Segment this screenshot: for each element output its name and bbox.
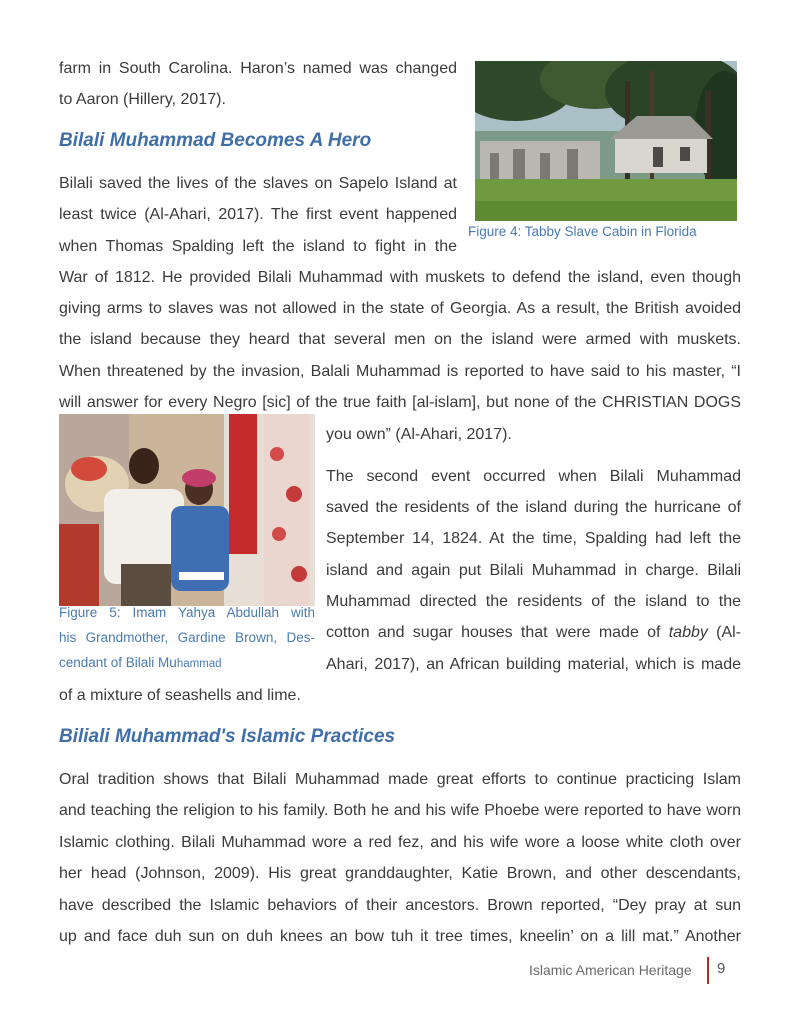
body-text-line: and teaching the religion to his family. Both he and his wife Phoebe were reported to have worn (59, 802, 741, 819)
caption-run: cendant of Bilali Mu (59, 655, 177, 670)
body-text-line: Islamic clothing. Bilali Muhammad wore a red fez, and his wife wore a loose white cloth over (59, 834, 741, 851)
body-text-line: her head (Johnson, 2009). His great granddaughter, Katie Brown, and other descendants, (59, 865, 741, 882)
body-text-line: up and face duh sun on duh knees an bow tuh it tree times, kneelin’ on a lill mat.” Another (59, 928, 741, 945)
body-text-line: When threatened by the invasion, Balali Muhammad is reported to have said to his master, “I (59, 363, 741, 380)
body-text-line: to Aaron (Hillery, 2017). (59, 91, 226, 108)
body-text-line: island and again put Bilali Muhammad in charge. Bilali (326, 562, 741, 579)
body-text-line: Bilali saved the lives of the slaves on Sapelo Island at (59, 175, 457, 192)
footer-divider (707, 957, 709, 984)
body-text-line: Oral tradition shows that Bilali Muhammad made great efforts to continue practicing Islam (59, 771, 741, 788)
text-run: (Al- (707, 624, 742, 641)
body-text-line (326, 623, 741, 643)
body-text-line: The second event occurred when Bilali Muhammad (326, 468, 741, 485)
figure-5-photo (59, 414, 315, 606)
body-text-line: the island because they heard that several men on the island were armed with muskets. (59, 331, 741, 348)
italic-term: tabby (668, 624, 708, 641)
body-text-line: Ahari, 2017), an African building material, which is made (326, 656, 741, 673)
body-text-line: Muhammad directed the residents of the island to the (326, 593, 741, 610)
body-text-line: saved the residents of the island during the hurricane of (326, 499, 741, 516)
body-text-line: when Thomas Spalding left the island to fight in the (59, 238, 457, 255)
section-heading: Biliali Muhammad's Islamic Practices (59, 726, 396, 747)
body-text-line: have described the Islamic behaviors of their ancestors. Brown reported, “Dey pray at sun (59, 897, 741, 914)
body-text-line: you own” (Al-Ahari, 2017). (326, 426, 512, 443)
footer-title: Islamic American Heritage (529, 962, 692, 978)
body-text-line: of a mixture of seashells and lime. (59, 687, 301, 704)
body-text-line: War of 1812. He provided Bilali Muhammad with muskets to defend the island, even though (59, 269, 741, 286)
body-text-line: least twice (Al-Ahari, 2017). The first event happened (59, 206, 457, 223)
figure-5-caption-line: Figure 5: Imam Yahya Abdullah with (59, 605, 315, 620)
body-text-line: September 14, 1824. At the time, Spalding had left the (326, 530, 741, 547)
caption-run: hammad (176, 658, 222, 670)
body-text-line: giving arms to slaves was not allowed in the state of Georgia. As a result, the British avoided (59, 300, 741, 317)
page-number: 9 (717, 960, 726, 977)
figure-4-caption: Figure 4: Tabby Slave Cabin in Florida (468, 224, 697, 239)
figure-4-photo (475, 61, 737, 221)
body-text-line: will answer for every Negro [sic] of the true faith [al-islam], but none of the CHRISTIAN DOGS (59, 394, 741, 411)
figure-5-caption-line (59, 654, 222, 673)
text-run: cotton and sugar houses that were made of (326, 624, 669, 641)
section-heading: Bilali Muhammad Becomes A Hero (59, 130, 372, 151)
body-text-line: farm in South Carolina. Haron’s named was changed (59, 60, 457, 77)
figure-5-caption-line: his Grandmother, Gardine Brown, Des- (59, 630, 315, 645)
